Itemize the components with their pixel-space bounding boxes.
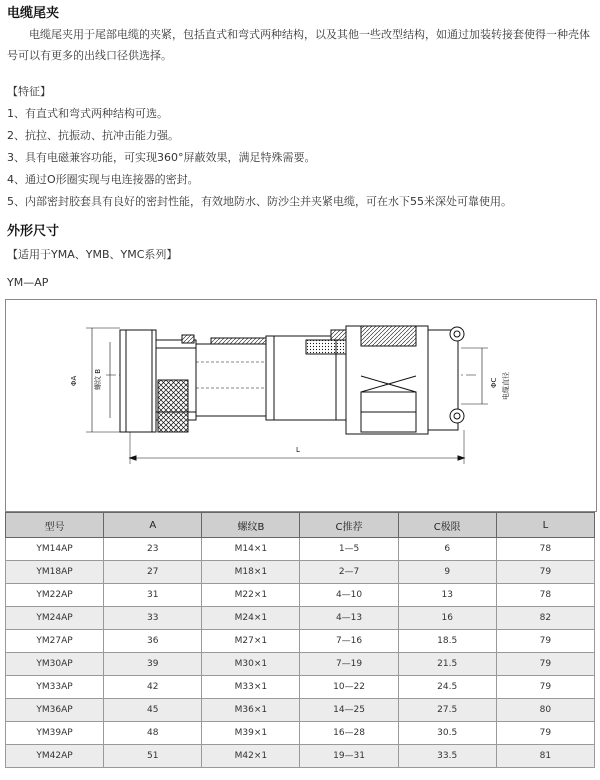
cell-c-limit: 27.5: [398, 699, 496, 722]
cell-c-recommended: 1—5: [300, 538, 398, 561]
cell-l: 79: [496, 630, 594, 653]
cell-l: 79: [496, 561, 594, 584]
cell-c-limit: 6: [398, 538, 496, 561]
cell-a: 23: [104, 538, 202, 561]
cell-c-recommended: 4—13: [300, 607, 398, 630]
dimension-label-b: 螺纹 B: [94, 368, 102, 390]
cell-c-recommended: 2—7: [300, 561, 398, 584]
feature-item-5: 5、内部密封胶套具有良好的密封性能，有效地防水、防沙尘并夹紧电缆，可在水下55米深处可靠使用。: [7, 195, 512, 208]
cell-a: 36: [104, 630, 202, 653]
cell-l: 82: [496, 607, 594, 630]
cell-thread-b: M24×1: [202, 607, 300, 630]
cell-model: YM30AP: [6, 653, 104, 676]
cell-thread-b: M42×1: [202, 745, 300, 768]
cell-c-limit: 33.5: [398, 745, 496, 768]
cell-c-limit: 30.5: [398, 722, 496, 745]
cell-thread-b: M27×1: [202, 630, 300, 653]
dimension-label-l: L: [296, 446, 300, 454]
cell-l: 80: [496, 699, 594, 722]
cell-c-recommended: 19—31: [300, 745, 398, 768]
connector-drawing-box: [5, 299, 597, 512]
cell-model: YM33AP: [6, 676, 104, 699]
cell-c-limit: 9: [398, 561, 496, 584]
table-row: [6, 722, 595, 745]
cell-c-recommended: 4—10: [300, 584, 398, 607]
cell-thread-b: M33×1: [202, 676, 300, 699]
cell-c-limit: 24.5: [398, 676, 496, 699]
table-header-row: [6, 513, 595, 538]
cell-model: YM14AP: [6, 538, 104, 561]
cell-thread-b: M22×1: [202, 584, 300, 607]
feature-item-3: 3、具有电磁兼容功能，可实现360°屏蔽效果，满足特殊需要。: [7, 151, 316, 164]
cell-l: 79: [496, 653, 594, 676]
cell-c-limit: 21.5: [398, 653, 496, 676]
cell-c-limit: 16: [398, 607, 496, 630]
cell-model: YM18AP: [6, 561, 104, 584]
cell-a: 48: [104, 722, 202, 745]
cell-model: YM39AP: [6, 722, 104, 745]
cell-a: 33: [104, 607, 202, 630]
table-row: [6, 561, 595, 584]
cell-c-limit: 13: [398, 584, 496, 607]
cell-a: 31: [104, 584, 202, 607]
cell-thread-b: M14×1: [202, 538, 300, 561]
table-row: [6, 676, 595, 699]
cell-model: YM22AP: [6, 584, 104, 607]
table-row: [6, 745, 595, 768]
table-row: [6, 630, 595, 653]
table-row: [6, 538, 595, 561]
dimension-label-a: ΦA: [70, 375, 78, 386]
cell-c-recommended: 14—25: [300, 699, 398, 722]
section-title-cable-clamp: 电缆尾夹: [7, 6, 60, 21]
table-row: [6, 699, 595, 722]
feature-item-4: 4、通过O形圈实现与电连接器的密封。: [7, 173, 199, 186]
feature-item-1: 1、有直式和弯式两种结构可选。: [7, 107, 168, 120]
cell-model: YM36AP: [6, 699, 104, 722]
cell-c-recommended: 7—19: [300, 653, 398, 676]
cell-model: YM27AP: [6, 630, 104, 653]
header-c-recommended: C推荐: [300, 513, 398, 538]
cell-a: 39: [104, 653, 202, 676]
cell-thread-b: M30×1: [202, 653, 300, 676]
cell-c-recommended: 16—28: [300, 722, 398, 745]
cell-a: 45: [104, 699, 202, 722]
cell-l: 79: [496, 722, 594, 745]
cell-thread-b: M39×1: [202, 722, 300, 745]
cell-thread-b: M18×1: [202, 561, 300, 584]
cell-l: 79: [496, 676, 594, 699]
cell-l: 78: [496, 538, 594, 561]
dimension-label-c: ΦC: [490, 377, 498, 388]
cell-l: 81: [496, 745, 594, 768]
cell-c-recommended: 7—16: [300, 630, 398, 653]
intro-paragraph: 电缆尾夹用于尾部电缆的夹紧，包括直式和弯式两种结构，以及其他一些改型结构，如通过加装转接套使得一种壳体号可以有更多的出线口径供选择。: [7, 28, 590, 62]
feature-item-2: 2、抗拉、抗振动、抗冲击能力强。: [7, 129, 179, 142]
cell-a: 27: [104, 561, 202, 584]
table-row: [6, 607, 595, 630]
header-model: 型号: [6, 513, 104, 538]
cell-c-limit: 18.5: [398, 630, 496, 653]
features-tag: 【特征】: [7, 85, 51, 98]
dimension-label-cable-diameter: 电缆直径: [502, 372, 510, 400]
cell-thread-b: M36×1: [202, 699, 300, 722]
section-title-dimensions: 外形尺寸: [7, 224, 60, 239]
header-thread-b: 螺纹B: [202, 513, 300, 538]
header-c-limit: C极限: [398, 513, 496, 538]
cell-c-recommended: 10—22: [300, 676, 398, 699]
table-row: [6, 653, 595, 676]
applicable-series-tag: 【适用于YMA、YMB、YMC系列】: [7, 248, 178, 261]
connector-drawing: [6, 300, 596, 511]
cell-a: 42: [104, 676, 202, 699]
cell-l: 78: [496, 584, 594, 607]
cell-a: 51: [104, 745, 202, 768]
spec-table: [5, 512, 595, 768]
header-l: L: [496, 513, 594, 538]
table-row: [6, 584, 595, 607]
model-label: YM—AP: [7, 276, 49, 289]
cell-model: YM24AP: [6, 607, 104, 630]
cell-model: YM42AP: [6, 745, 104, 768]
header-a: A: [104, 513, 202, 538]
